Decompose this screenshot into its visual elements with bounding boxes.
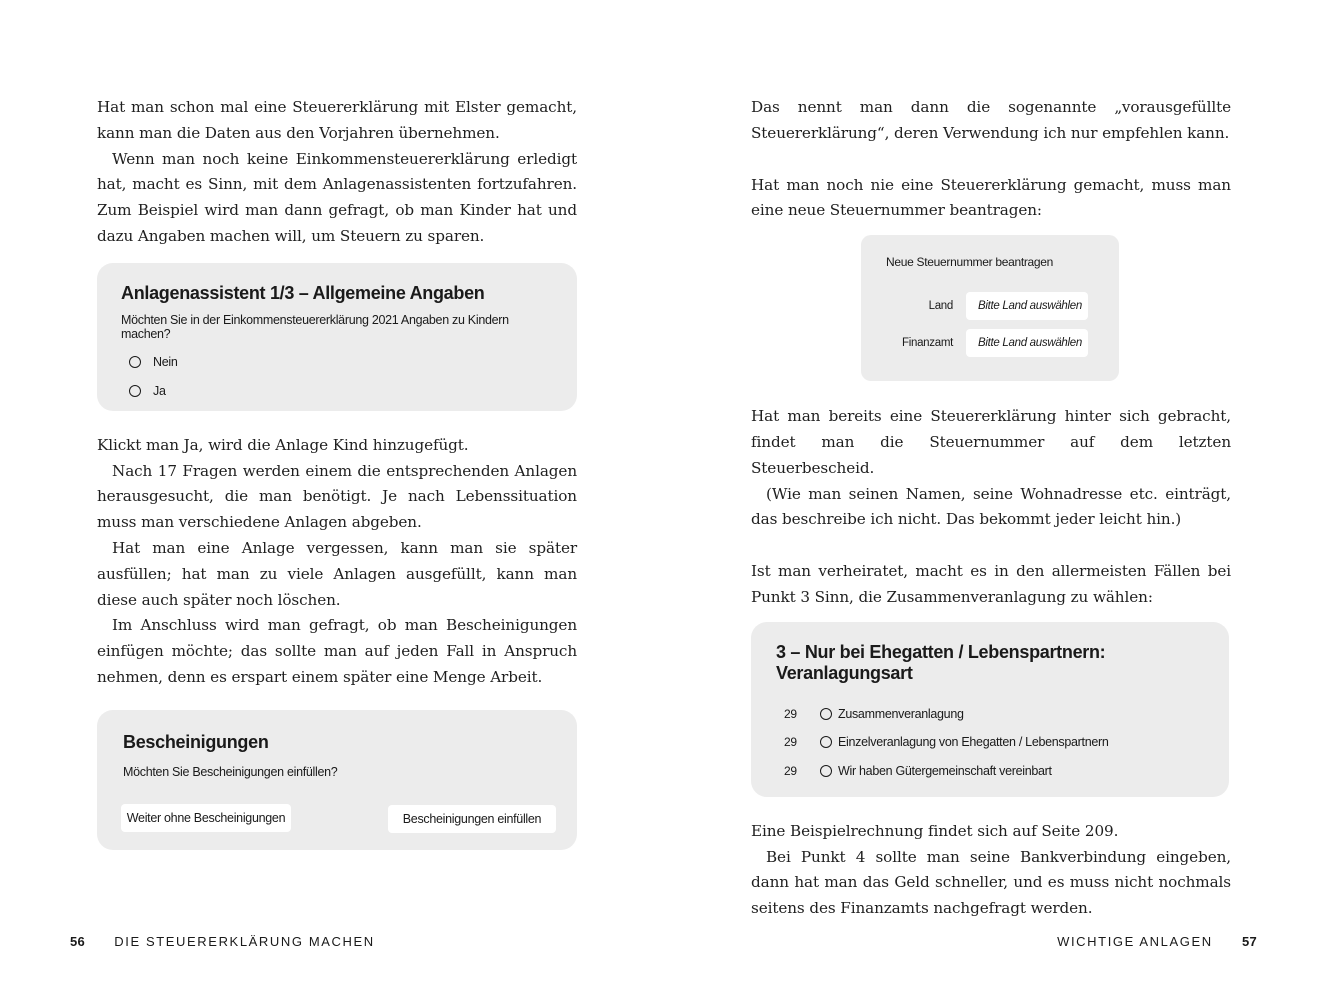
paragraph: Hat man bereits eine Steuererklärung hinter sich gebracht, findet man die Steuernummer auf dem letzten Steuerbescheid. [751,407,1231,477]
tax-number-box [861,235,1119,381]
assistant-title: Anlagenassistent 1/3 – Allgemeine Angaben [121,282,485,303]
running-head: DIE STEUERERKLÄRUNG MACHEN [114,934,375,949]
paragraph: Wenn man noch keine Einkommensteuererklärung erledigt hat, macht es Sinn, mit dem Anlagenassistenten fortzufahren. Zum Beispiel wird man dann gefragt, ob man Kinder hat und dazu Angaben machen will, um Steuern zu sparen. [97,149,577,245]
line-number: 29 [784,763,797,778]
assessment-row[interactable] [784,735,1229,749]
certificates-box [97,710,577,850]
assessment-box [751,622,1229,797]
radio-label: Ja [153,383,166,398]
finanzamt-select[interactable]: Bitte Land auswählen [966,329,1088,357]
finanzamt-label: Finanzamt [902,337,953,350]
tax-number-title: Neue Steuernummer beantragen [886,255,1054,270]
right-page [663,0,1326,1000]
page-number: 57 [1241,934,1257,949]
paragraph: (Wie man seinen Namen, seine Wohnadresse etc. einträgt, das beschreibe ich nicht. Das bekommt jeder leicht hin.) [751,484,1231,529]
assistant-question: Möchten Sie in der Einkommensteuererklärung 2021 Angaben zu Kindern machen? [121,312,509,341]
right-footer [1057,934,1257,949]
radio-button-icon[interactable] [820,736,832,748]
paragraph: Das nennt man dann die sogenannte „vorausgefüllte Steuererklärung“, deren Verwendung ich nur empfehlen kann. [751,98,1231,142]
radio-button-icon[interactable] [820,708,832,720]
line-number: 29 [784,734,797,749]
radio-option-nein[interactable] [129,355,553,369]
land-select[interactable]: Bitte Land auswählen [966,292,1088,320]
paragraph: Bei Punkt 4 sollte man seine Bankverbindung eingeben, dann hat man das Geld schneller, und es muss nicht nochmals seitens des Finanzamts nachgefragt werden. [751,847,1231,918]
fill-certificates-button[interactable]: Bescheinigungen einfüllen [388,805,556,833]
radio-label: Nein [153,354,178,369]
radio-option-ja[interactable] [129,384,553,398]
page-number: 56 [70,934,86,949]
skip-certificates-button[interactable]: Weiter ohne Bescheinigungen [121,804,291,832]
running-head: WICHTIGE ANLAGEN [1057,934,1213,949]
radio-button-icon[interactable] [820,765,832,777]
radio-label: Einzelveranlagung von Ehegatten / Lebenspartnern [838,734,1109,749]
radio-button-icon[interactable] [129,385,141,397]
paragraph: Im Anschluss wird man gefragt, ob man Bescheinigungen einfügen möchte; das sollte man auf jeden Fall in Anspruch nehmen, denn es erspart einem später eine Menge Arbeit. [97,616,577,686]
assistant-box [97,263,577,411]
left-footer [70,934,375,949]
paragraph: Hat man eine Anlage vergessen, kann man sie später ausfüllen; hat man zu viele Anlagen ausgefüllt, kann man diese auch später noch löschen. [97,538,577,609]
paragraph: Klickt man Ja, wird die Anlage Kind hinzugefügt. [97,435,469,454]
left-text-column [97,95,577,850]
radio-label: Zusammenveranlagung [838,706,964,721]
assessment-row[interactable] [784,764,1229,778]
line-number: 29 [784,706,797,721]
assessment-row[interactable] [784,707,1229,721]
assessment-title: 3 – Nur bei Ehegatten / Lebenspartnern: Veranlagungsart [776,641,1106,683]
radio-label: Wir haben Gütergemeinschaft vereinbart [838,763,1052,778]
land-label: Land [928,300,953,313]
radio-button-icon[interactable] [129,356,141,368]
right-text-column [751,95,1231,922]
paragraph: Ist man verheiratet, macht es in den allermeisten Fällen bei Punkt 3 Sinn, die Zusammenveranlagung zu wählen: [751,562,1231,606]
paragraph: Hat man noch nie eine Steuererklärung gemacht, muss man eine neue Steuernummer beantragen: [751,175,1231,220]
paragraph: Nach 17 Fragen werden einem die entsprechenden Anlagen herausgesucht, die man benötigt. Je nach Lebenssituation muss man verschiedene Anlagen abgeben. [97,461,577,532]
paragraph: Eine Beispielrechnung findet sich auf Seite 209. [751,821,1119,840]
certificates-title: Bescheinigungen [123,731,269,752]
certificates-question: Möchten Sie Bescheinigungen einfüllen? [123,764,338,779]
paragraph: Hat man schon mal eine Steuererklärung mit Elster gemacht, kann man die Daten aus den Vorjahren übernehmen. [97,98,577,142]
